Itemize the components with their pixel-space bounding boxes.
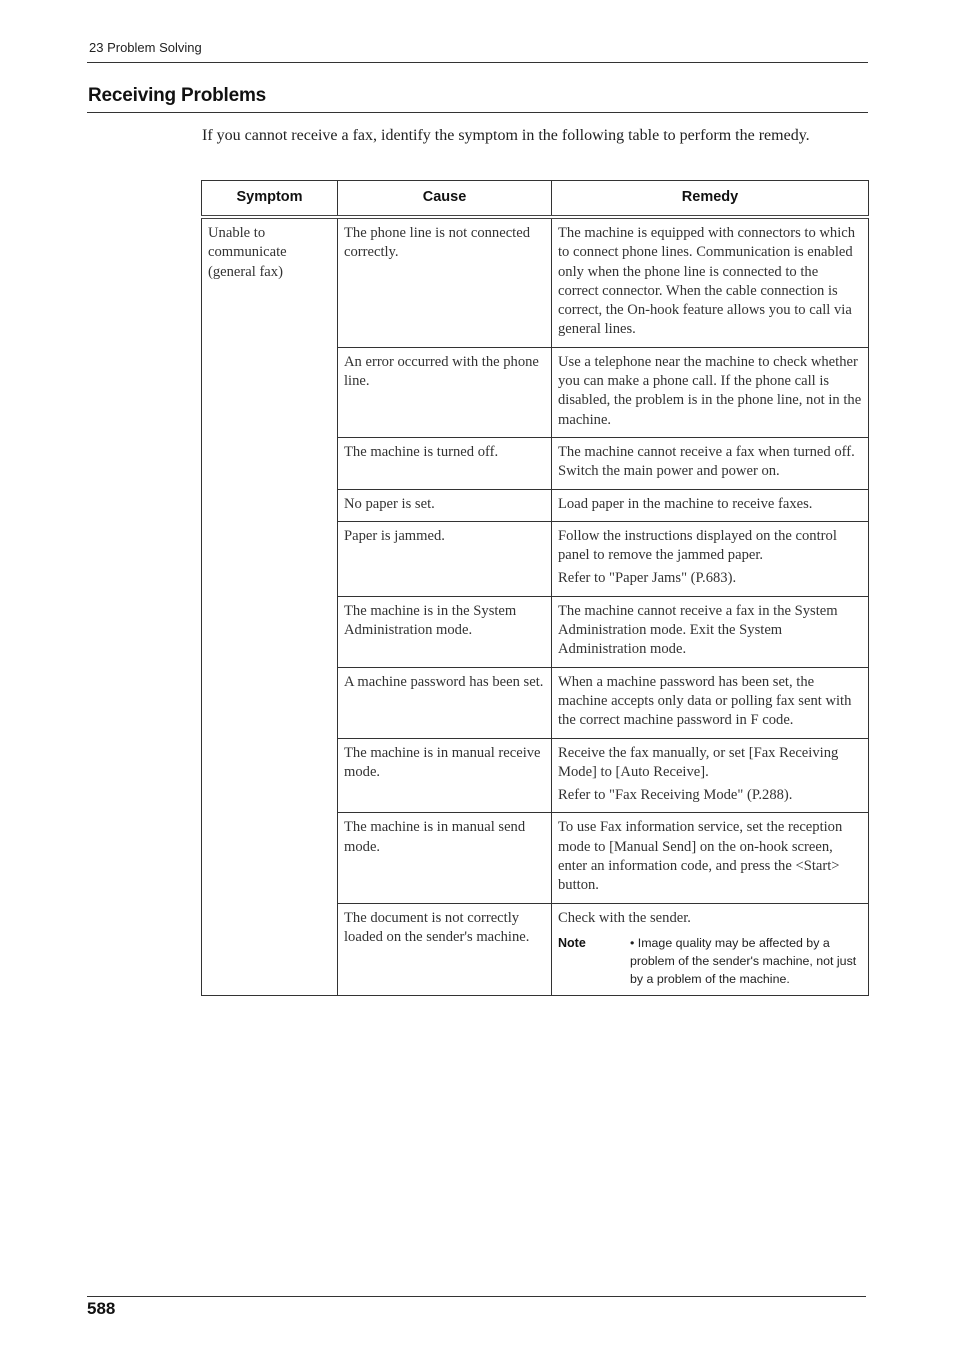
- table-row: [202, 217, 869, 347]
- symptom-cell: Unable to communicate (general fax): [202, 217, 338, 995]
- remedy-cell: The machine cannot receive a fax when turned off. Switch the main power and power on.: [552, 437, 869, 489]
- remedy-cell: The machine cannot receive a fax in the System Administration mode. Exit the System Administration mode.: [552, 596, 869, 667]
- cause-cell: A machine password has been set.: [338, 667, 552, 738]
- section-title: Receiving Problems: [88, 85, 267, 106]
- cause-cell: The machine is in manual send mode.: [338, 813, 552, 903]
- footer-divider: [87, 1296, 866, 1297]
- cause-cell: The phone line is not connected correctly.: [338, 217, 552, 347]
- note-text: • Image quality may be affected by a problem of the sender's machine, not just by a problem of the machine.: [630, 935, 857, 986]
- cause-cell: An error occurred with the phone line.: [338, 347, 552, 437]
- cause-cell: The machine is in the System Administration mode.: [338, 596, 552, 667]
- receiving-problems-table: [201, 180, 869, 996]
- intro-paragraph: If you cannot receive a fax, identify the symptom in the following table to perform the remedy.: [202, 127, 810, 144]
- column-header-symptom: Symptom: [202, 181, 338, 218]
- note-label: Note: [558, 935, 586, 950]
- title-divider: [87, 112, 868, 113]
- remedy-cell: Use a telephone near the machine to check whether you can make a phone call. If the phone call is disabled, the problem is in the phone line, not in the machine.: [552, 347, 869, 437]
- remedy-cell: [552, 903, 869, 995]
- page-reference: Refer to "Fax Receiving Mode" (P.288).: [558, 787, 793, 804]
- column-header-cause: Cause: [338, 181, 552, 218]
- header-divider: [87, 62, 868, 63]
- running-header: 23 Problem Solving: [89, 40, 202, 55]
- cause-cell: The machine is turned off.: [338, 437, 552, 489]
- column-header-remedy: Remedy: [552, 181, 869, 218]
- remedy-cell: [552, 738, 869, 813]
- remedy-cell: [552, 521, 869, 596]
- cause-cell: The document is not correctly loaded on the sender's machine.: [338, 903, 552, 995]
- remedy-cell: To use Fax information service, set the reception mode to [Manual Send] on the on-hook screen, enter an information code, and press the <Start> button.: [552, 813, 869, 903]
- cause-cell: Paper is jammed.: [338, 521, 552, 596]
- note-block: [558, 934, 862, 988]
- page-reference: Refer to "Paper Jams" (P.683).: [558, 570, 737, 587]
- remedy-text: Check with the sender.: [558, 909, 691, 926]
- remedy-text: Receive the fax manually, or set [Fax Receiving Mode] to [Auto Receive].: [558, 744, 839, 780]
- page-number: 588: [87, 1299, 116, 1318]
- remedy-text: Follow the instructions displayed on the control panel to remove the jammed paper.: [558, 527, 837, 564]
- remedy-cell: The machine is equipped with connectors to which to connect phone lines. Communication is enabled only when the phone line is connected to the correct connector. When the cable connection is correct, the On-hook feature allows you to call via general lines.: [552, 217, 869, 347]
- cause-cell: No paper is set.: [338, 489, 552, 521]
- remedy-cell: Load paper in the machine to receive faxes.: [552, 489, 869, 521]
- cause-cell: The machine is in manual receive mode.: [338, 738, 552, 813]
- table-header-row: [202, 181, 869, 218]
- remedy-cell: When a machine password has been set, the machine accepts only data or polling fax sent with the correct machine password in F code.: [552, 667, 869, 738]
